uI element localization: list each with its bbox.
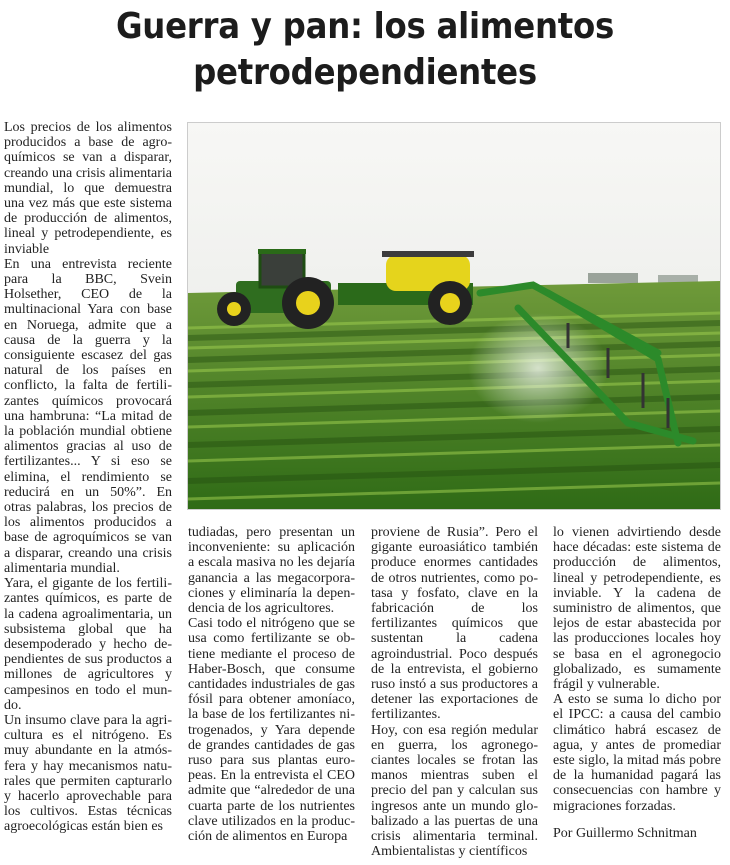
photo-illustration [188, 123, 720, 509]
article-paragraph: En una entrevista reciente para la BBC, Svein Holsether, CEO de la multinacional Yara con base en Noruega, admite que a causa de la guerra y la consiguiente escasez del gas natural de los países en conflicto, la falta de fertilizantes químicos provocará una hambruna: “La mitad de la población mundial obtiene alimentos gracias al uso de fertilizantes... Y si eso se elimina, el rendimiento se reducirá en un 50%”. En otras palabras, los precios de los alimentos producidos a base de agroquímicos se van a disparar, creando una crisis alimentaria mundial. [4, 256, 172, 576]
article-paragraph: A esto se suma lo dicho por el IPCC: a causa del cambio climático habrá escasez de agua, y antes de promediar este siglo, la mitad más pobre de la humanidad pagará las consecuencias con hambre y migraciones forzadas. [553, 692, 721, 814]
article-paragraph: proviene de Rusia”. Pero el gigante euroasiático también produce enormes cantidades de otros nutrientes, como potasa y fosfato, clave en la fabricación de los fertilizantes químicos que sustentan la cadena agroindustrial. Poco después de la entrevista, el gobierno ruso instó a sus productores a detener las exportaciones de fertilizantes. [371, 525, 538, 723]
article-paragraph: Casi todo el nitrógeno que se usa como fertilizante se obtiene mediante el proceso de Haber-Bosch, que consume cantidades industriales de gas fósil para obtener amoníaco, la base de los fertilizantes nitrogenados, y Yara depende de grandes cantidades de gas ruso para sus plantas europeas. En la entrevista el CEO admite que “alrededor de una cuarta parte de los nutrientes clave utilizados en la producción de alimentos en Europa [188, 616, 355, 845]
article-column-3 [371, 525, 538, 859]
headline-line-1: Guerra y pan: los alimentos [115, 6, 615, 47]
article-paragraph: lo vienen advirtiendo desde hace décadas: este sistema de producción de alimentos, lineal y petrodependiente, es inviable. Y la cadena de suministro de alimentos, que lejos de estar abastecida por las producciones locales hoy se basa en el agronegocio globalizado, es sumamente frágil y vulnerable. [553, 525, 721, 693]
byline: Por Guillermo Schnitman [553, 825, 697, 841]
article-paragraph: Yara, el gigante de los fertilizantes químicos, es parte de la cadena agroalimentaria, un subsistema global que ha desempoderado y hecho dependientes de sus productos a millones de agricultores y campesinos en todo el mundo. [4, 576, 172, 713]
article-column-4 [553, 525, 721, 841]
lead-paragraph: Los precios de los alimentos producidos a base de agroquímicos se van a disparar, creando una crisis alimentaria mundial, lo que demuestra una vez más que este sistema de producción de alimentos, lineal y petrodependiente, es inviable [4, 120, 172, 257]
article-paragraph: tudiadas, pero presentan un inconveniente: su aplicación a escala masiva no les dejaría ganancia a las megacorporaciones y eliminaría la dependencia de los agricultores. [188, 525, 355, 617]
headline [37, 4, 694, 96]
article-column-2 [188, 525, 355, 844]
article-paragraph: Hoy, con esa región medular en guerra, los agronegociantes locales se frotan las manos mientras suben el precio del pan y calculan sus ingresos ante un mundo globalizado a las puertas de una crisis alimentaria terminal. Ambientalistas y científicos [371, 722, 538, 860]
tractor-spraying-field-photo [187, 122, 721, 510]
article-column-1 [4, 120, 172, 862]
headline-line-2: petrodependientes [193, 52, 537, 93]
article-paragraph: Un insumo clave para la agricultura es el nitrógeno. Es muy abundante en la atmósfera y hay mecanismos naturales que permiten capturarlo y hacerlo aprovechable para los cultivos. Estas técnicas agroecológicas están bien es [4, 712, 172, 835]
